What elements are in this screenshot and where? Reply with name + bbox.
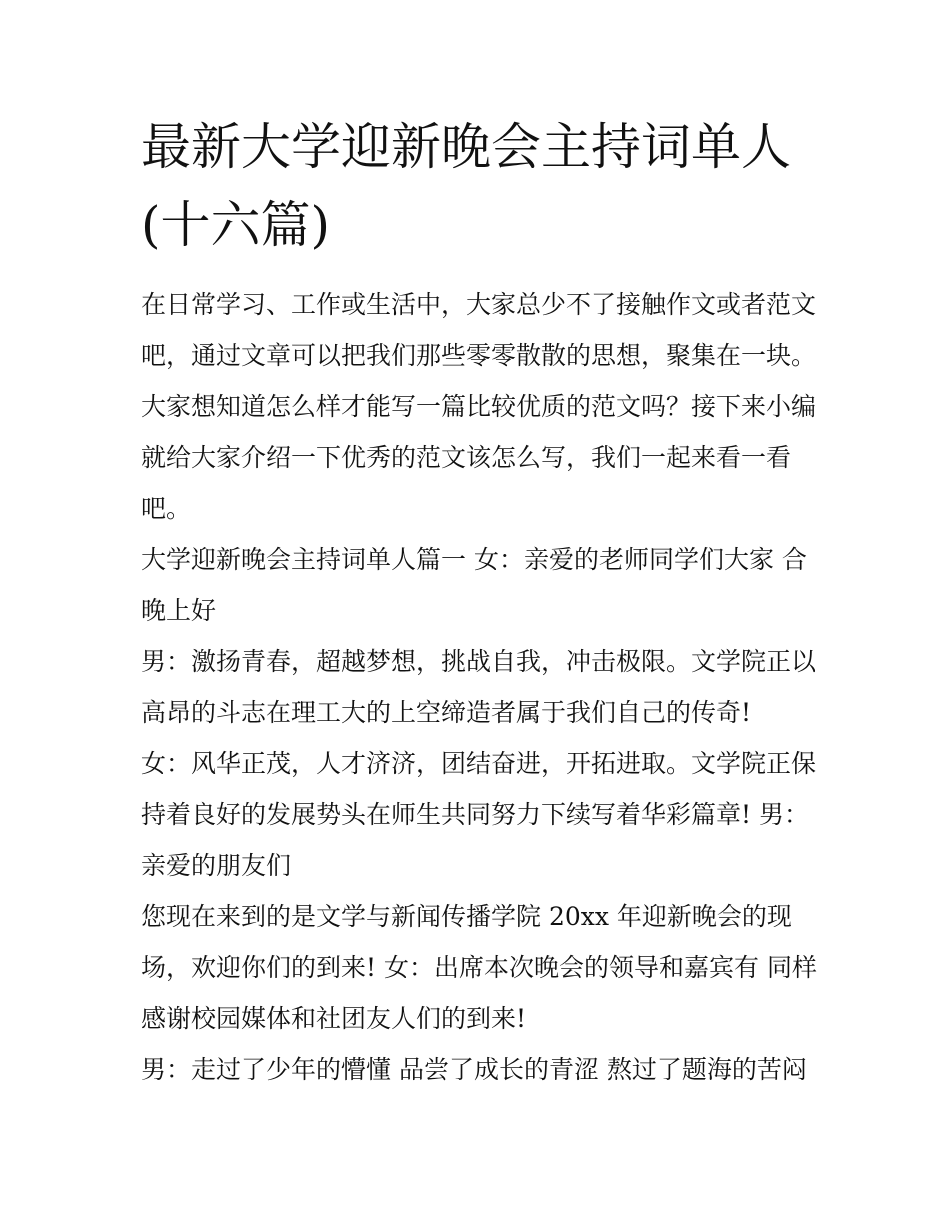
document-title — [141, 108, 821, 264]
body-line: 大学迎新晚会主持词单人篇一 女：亲爱的老师同学们大家 合 — [141, 545, 807, 574]
document-body — [141, 279, 821, 1095]
body-line: 女：风华正茂，人才济济，团结奋进，开拓进取。文学院正保 — [141, 749, 817, 778]
body-line: 就给大家介绍一下优秀的范文该怎么写，我们一起来看一看 — [141, 443, 792, 472]
body-line: 场，欢迎你们的到来! 女：出席本次晚会的领导和嘉宾有 同样 — [141, 953, 817, 982]
body-line: 您现在来到的是文学与新闻传播学院 20xx 年迎新晚会的现 — [141, 902, 792, 931]
body-line: 男：走过了少年的懵懂 品尝了成长的青涩 熬过了题海的苦闷 — [141, 1055, 807, 1084]
body-line: 大家想知道怎么样才能写一篇比较优质的范文吗？接下来小编 — [141, 392, 817, 421]
body-line: 高昂的斗志在理工大的上空缔造者属于我们自己的传奇! — [141, 698, 752, 727]
body-line: 男：激扬青春，超越梦想，挑战自我，冲击极限。文学院正以 — [141, 647, 817, 676]
body-line: 在日常学习、工作或生活中，大家总少不了接触作文或者范文 — [141, 290, 817, 319]
body-line: 感谢校园媒体和社团友人们的到来! — [141, 1004, 527, 1033]
title-line: 最新大学迎新晚会主持词单人 — [141, 118, 791, 176]
body-line: 吧，通过文章可以把我们那些零零散散的思想，聚集在一块。 — [141, 341, 817, 370]
body-line: 持着良好的发展势头在师生共同努力下续写着华彩篇章! 男： — [141, 800, 809, 829]
document-content — [141, 108, 821, 1095]
body-line: 吧。 — [141, 494, 192, 523]
body-line: 亲爱的朋友们 — [141, 851, 292, 880]
title-line: (十六篇) — [141, 196, 331, 254]
body-line: 晚上好 — [141, 596, 217, 625]
